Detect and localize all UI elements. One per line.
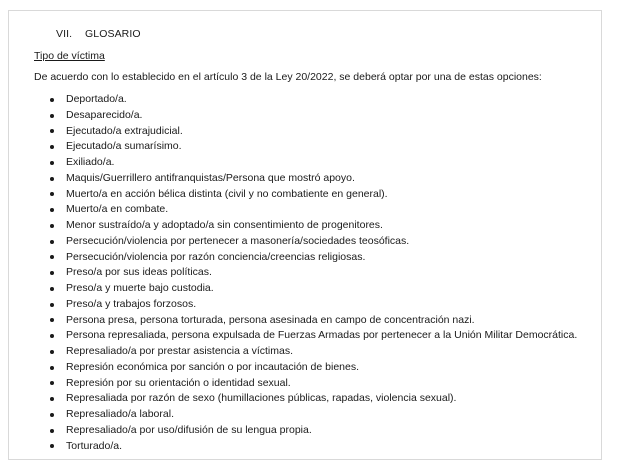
bullet-icon: [50, 397, 54, 401]
bullet-icon: [50, 192, 54, 196]
list-item-text: Deportado/a.: [66, 93, 127, 105]
list-item: [36, 108, 577, 124]
bullet-icon: [50, 381, 54, 385]
list-item-text: Persecución/violencia por razón conciencia/creencias religiosas.: [66, 250, 366, 263]
list-item: [36, 139, 577, 155]
bullet-icon: [50, 255, 54, 259]
bullet-icon: [50, 240, 54, 244]
list-item-text: Muerto/a en acción bélica distinta (civil y no combatiente en general).: [66, 187, 388, 200]
list-item-text: Ejecutado/a sumarísimo.: [66, 140, 182, 153]
list-item: [36, 376, 577, 392]
list-item: [36, 344, 577, 360]
list-item: [36, 124, 577, 140]
list-item: [36, 250, 577, 266]
list-item-text: Torturado/a.: [66, 439, 123, 452]
bullet-icon: [50, 208, 54, 212]
list-item: [36, 202, 577, 218]
list-item-text: Represión económica por sanción o por incautación de bienes.: [66, 360, 360, 373]
list-item: [36, 439, 577, 455]
list-item-text: Represaliada por razón de sexo (humillaciones públicas, rapadas, violencia sexual).: [66, 392, 457, 405]
bullet-icon: [50, 161, 54, 165]
list-item-text: Preso/a por sus ideas políticas.: [66, 266, 212, 279]
bullet-icon: [50, 318, 54, 322]
list-item: [36, 171, 577, 187]
bullet-icon: [50, 413, 54, 417]
list-item-text: Ejecutado/a extrajudicial.: [66, 124, 183, 137]
bullet-icon: [50, 444, 54, 448]
list-item: [36, 187, 577, 203]
bullet-icon: [50, 224, 54, 228]
list-item-text: Menor sustraído/a y adoptado/a sin consentimiento de progenitores.: [66, 219, 383, 231]
list-item-text: Preso/a y trabajos forzosos.: [66, 297, 197, 310]
list-item: [36, 328, 577, 344]
victim-type-list: [36, 92, 577, 454]
bullet-icon: [50, 366, 54, 370]
bullet-icon: [50, 334, 54, 338]
section-heading: [56, 28, 141, 40]
list-item: [36, 423, 577, 439]
section-title: GLOSARIO: [85, 28, 141, 40]
list-item-text: Represaliado/a por uso/difusión de su lengua propia.: [66, 423, 312, 436]
list-item-text: Persona presa, persona torturada, persona asesinada en campo de concentración nazi.: [66, 313, 475, 326]
bullet-icon: [50, 114, 54, 118]
bullet-icon: [50, 98, 54, 102]
list-item: [36, 234, 577, 250]
list-item-text: Maquis/Guerrillero antifranquistas/Persona que mostró apoyo.: [66, 171, 355, 184]
list-item-text: Represaliado/a por prestar asistencia a víctimas.: [66, 345, 294, 357]
subsection-title: Tipo de víctima: [34, 50, 105, 62]
list-item: [36, 360, 577, 376]
list-item: [36, 313, 577, 329]
list-item: [36, 407, 577, 423]
bullet-icon: [50, 287, 54, 291]
bullet-icon: [50, 129, 54, 133]
intro-paragraph: De acuerdo con lo establecido en el artículo 3 de la Ley 20/2022, se deberá optar por una de estas opciones:: [34, 71, 542, 83]
list-item-text: Preso/a y muerte bajo custodia.: [66, 282, 214, 294]
list-item: [36, 155, 577, 171]
bullet-icon: [50, 350, 54, 354]
section-number: VII.: [56, 28, 73, 40]
bullet-icon: [50, 145, 54, 149]
list-item: [36, 281, 577, 297]
list-item-text: Represaliado/a laboral.: [66, 408, 174, 420]
bullet-icon: [50, 303, 54, 307]
list-item-text: Desaparecido/a.: [66, 108, 143, 121]
bullet-icon: [50, 429, 54, 433]
list-item-text: Muerto/a en combate.: [66, 203, 169, 216]
list-item: [36, 391, 577, 407]
document-page: [8, 10, 602, 460]
list-item: [36, 297, 577, 313]
list-item: [36, 218, 577, 234]
list-item-text: Represión por su orientación o identidad sexual.: [66, 376, 291, 389]
list-item: [36, 265, 577, 281]
list-item-text: Exiliado/a.: [66, 156, 115, 168]
list-item: [36, 92, 577, 108]
bullet-icon: [50, 271, 54, 275]
list-item-text: Persecución/violencia por pertenecer a masonería/sociedades teosóficas.: [66, 234, 410, 247]
list-item-text: Persona represaliada, persona expulsada de Fuerzas Armadas por pertenecer a la Unión Militar Democrática.: [66, 329, 578, 342]
bullet-icon: [50, 177, 54, 181]
